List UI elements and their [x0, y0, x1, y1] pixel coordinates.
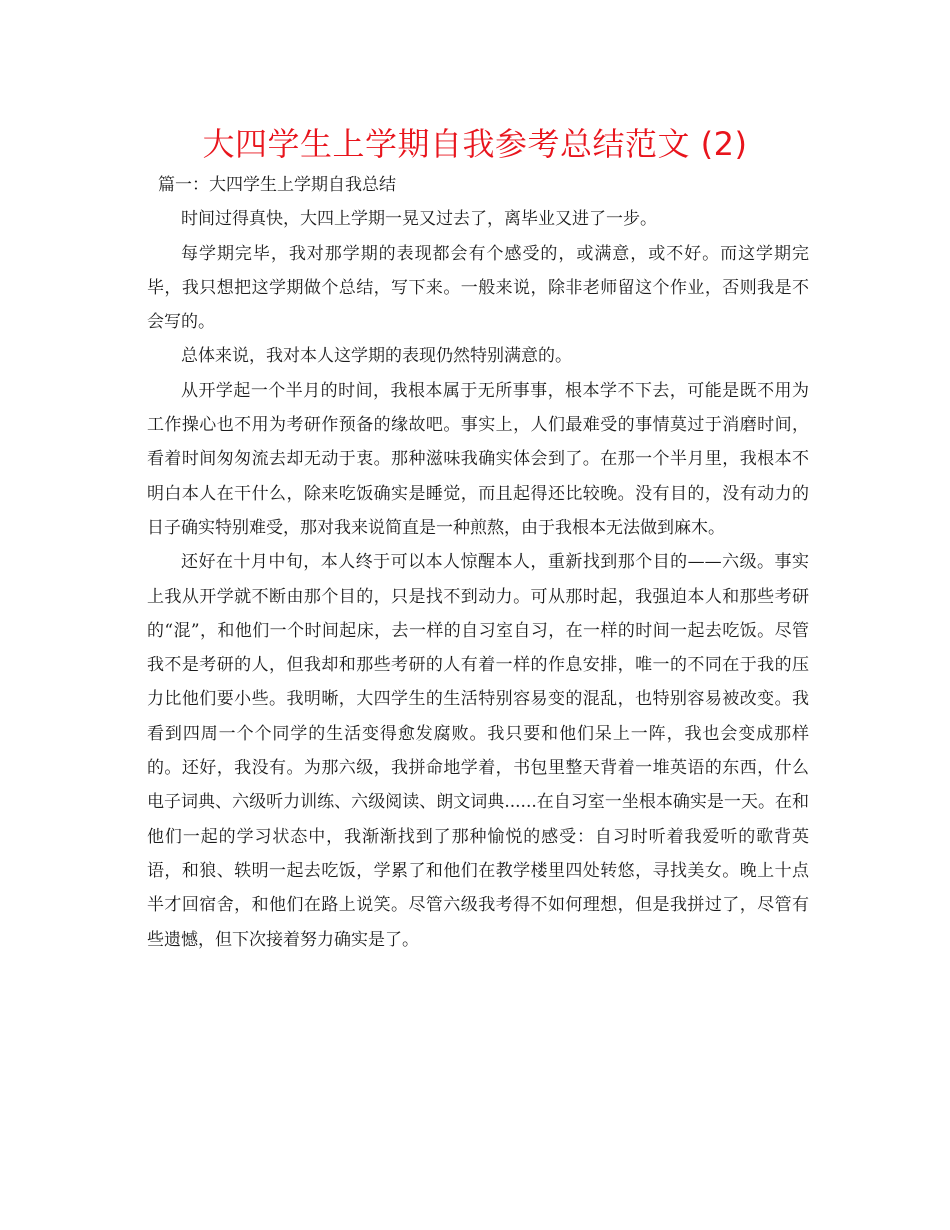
paragraph-3: 总体来说，我对本人这学期的表现仍然特别满意的。: [181, 346, 572, 367]
paragraph-2: 每学期完毕，我对那学期的表现都会有个感受的，或满意，或不好。而这学期完毕，我只想把这学期做个总结，写下来。一般来说，除非老师留这个作业，否则我是不会写的。: [147, 243, 809, 333]
paragraph-5: 还好在十月中旬，本人终于可以本人惊醒本人，重新找到那个目的——六级。事实上我从开学就不断由那个目的，只是找不到动力。可从那时起，我强迫本人和那些考研的“混”，和他们一个时间起床，去一样的自习室自习，在一样的时间一起去吃饭。尽管我不是考研的人，但我却和那些考研的人有着一样的作息安排，唯一的不同在于我的压力比他们要小些。我明晰，大四学生的生活特别容易变的混乱，也特别容易被改变。我看到四周一个个同学的生活变得愈发腐败。我只要和他们呆上一阵，我也会变成那样的。还好，我没有。为那六级，我拼命地学着，书包里整天背着一堆英语的东西，什么电子词典、六级听力训练、六级阅读、朗文词典......在自习室一坐根本确实是一天。在和他们一起的学习状态中，我渐渐找到了那种愉悦的感受：自习时听着我爱听的歌背英语，和狼、轶明一起去吃饭，学累了和他们在教学楼里四处转悠，寻找美女。晚上十点半才回宿舍，和他们在路上说笑。尽管六级我考得不如何理想，但是我拼过了，尽管有些遗憾，但下次接着努力确实是了。: [147, 552, 809, 950]
document-body: [147, 168, 809, 957]
document-title: 大四学生上学期自我参考总结范文 (2): [202, 125, 748, 163]
section-heading: 篇一：大四学生上学期自我总结: [158, 175, 396, 195]
paragraph-1: 时间过得真快，大四上学期一晃又过去了，离毕业又进了一步。: [181, 209, 657, 230]
paragraph-4: 从开学起一个半月的时间，我根本属于无所事事，根本学不下去，可能是既不用为工作操心也不用为考研作预备的缘故吧。事实上，人们最难受的事情莫过于消磨时间，看着时间匆匆流去却无动于衷。那种滋味我确实体会到了。在那一个半月里，我根本不明白本人在干什么，除来吃饭确实是睡觉，而且起得还比较晚。没有目的，没有动力的日子确实特别难受，那对我来说简直是一种煎熬，由于我根本无法做到麻木。: [147, 380, 809, 538]
